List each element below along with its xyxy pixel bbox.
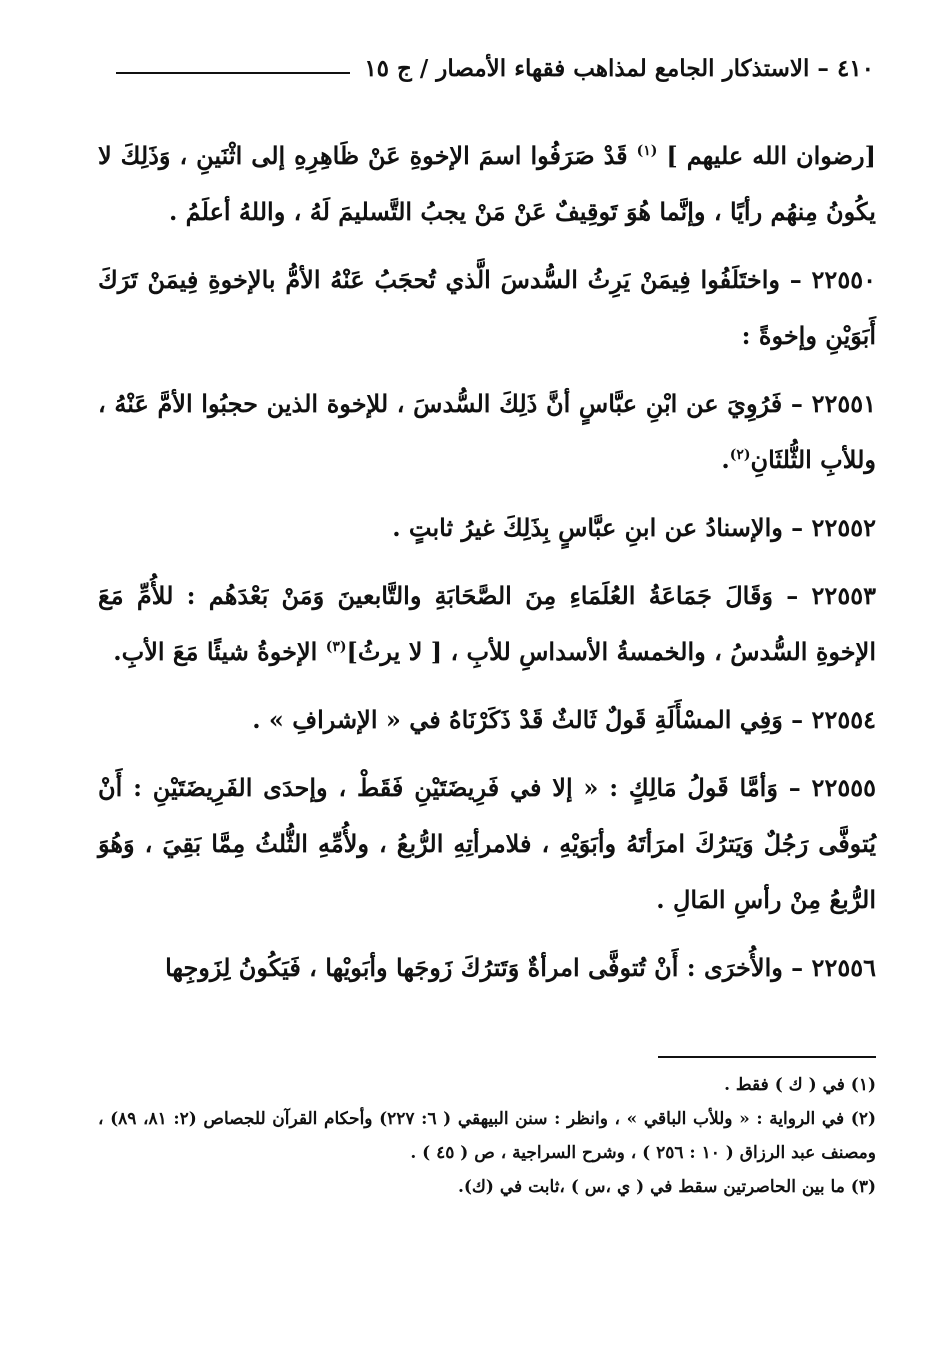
paragraph: [رضوان الله عليهم ] $^{(١)}$ قَدْ صَرَفُوا اسمَ الإخوةِ عَنْ ظَاهِرِهِ إلى اثْنَينِ ، وَذَلِكَ لا يكُونُ مِنهُم رأيًا ، وإنَّما هُوَ تَوقِيفٌ عَنْ مَنْ يجبُ التَّسليمَ لَهُ ، واللهُ أعلَمُ .: [98, 141, 876, 226]
main-text: [98, 128, 876, 996]
paragraph-number: ٢٢٥٥٦ –: [782, 953, 876, 982]
paragraph: ٢٢٥٥٤ – وَفِي المسْأَلَةِ قَولٌ ثَالثٌ قَدْ ذَكَرْنَاهُ في « الإشرافِ » .: [252, 705, 876, 734]
paragraph: ٢٢٥٥٦ – والأُخرَى : أَنْ تُتوفَّى امرأةٌ وَتَترُكَ زَوجَها وأبَويْها ، فَيَكُونُ لِزَوجِها: [165, 953, 876, 982]
paragraph-number: ٢٢٥٥٣ –: [773, 581, 876, 610]
footnotes: [98, 1056, 876, 1204]
footnote-marker: (٢): [729, 447, 751, 463]
footnote: (٣) ما بين الحاصرتين سقط في ( ي ،س ) ،ثابت في (ك).: [457, 1177, 876, 1197]
paragraph-number: ٢٢٥٥٢ –: [782, 513, 876, 542]
running-title: ٤١٠ – الاستذكار الجامع لمذاهب فقهاء الأمصار / ج ١٥: [364, 54, 874, 82]
paragraph: ٢٢٥٥٣ – وَقَالَ جَمَاعَةُ العُلَمَاءِ مِنَ الصَّحَابَةِ والتَّابعينَ وَمَنْ بَعْدَهُم : للأُمِّ مَعَ الإخوةِ السُّدسُ ، والخمسةُ الأسداسِ للأبِ ، [ لا يرثُ]$^{(٣)}$ الإخوةُ شيئًا مَعَ الأبِ.: [98, 581, 876, 666]
paragraph: ٢٢٥٥٠ – واختَلَفُوا فِيمَنْ يَرِثُ السُّدسَ الَّذي تُحجَبُ عَنْهُ الأمُّ بالإخوةِ فِيمَنْ تَرَكَ أَبَوَيْنِ وإخوةً :: [98, 265, 876, 350]
footnote: (١) في ( ك ) فقط .: [724, 1075, 876, 1095]
paragraph-number: ٢٢٥٥١ –: [782, 389, 877, 418]
paragraph-number: ٢٢٥٥٠ –: [780, 265, 876, 294]
paragraph: ٢٢٥٥٥ – وَأمَّا قَولُ مَالِكٍ : « إلا في فَرِيضَتَيْنِ فَقَطْ ، وإحدَى الفَرِيضَتَيْنِ : أَنْ يُتوفَّى رَجُلٌ وَيَترُكَ امرَأتَهُ وأبَوَيْهِ ، فلامرأتِهِ الرُّبعُ ، ولأُمِّهِ الثُّلثُ مِمَّا بَقِيَ ، وَهُوَ الرُّبعُ مِنْ رأسِ المَالِ .: [98, 773, 876, 914]
footnote-rule: [658, 1056, 876, 1058]
paragraph-number: ٢٢٥٥٤ –: [782, 705, 876, 734]
paragraph: ٢٢٥٥١ – فَرُوِيَ عن ابْنِ عبَّاسٍ أنَّ ذَلِكَ السُّدسَ ، للإخوة الذين حجبُوا الأمَّ عَنْهُ ، وللأبِ الثُّلثَانِ$^{(٢)}$.: [98, 389, 877, 474]
footnote: (٢) في الرواية : « وللأب الباقي » ، وانظر : سنن البيهقي ( ٦: ٢٢٧) وأحكام القرآن للجصاص (٢: ٨١، ٨٩) ، ومصنف عبد الرزاق ( ١٠ : ٢٥٦ ) ، وشرح السراجية ، ص ( ٤٥ ) .: [98, 1109, 876, 1163]
page-header: [116, 46, 874, 90]
paragraph-number: ٢٢٥٥٥ –: [777, 773, 876, 802]
header-rule: [116, 72, 350, 74]
paragraph: ٢٢٥٥٢ – والإسنادُ عن ابنِ عبَّاسٍ بِذَلِكَ غيرُ ثابتٍ .: [392, 513, 876, 542]
footnote-marker: (١): [636, 143, 658, 159]
footnote-marker: (٣): [325, 639, 347, 655]
